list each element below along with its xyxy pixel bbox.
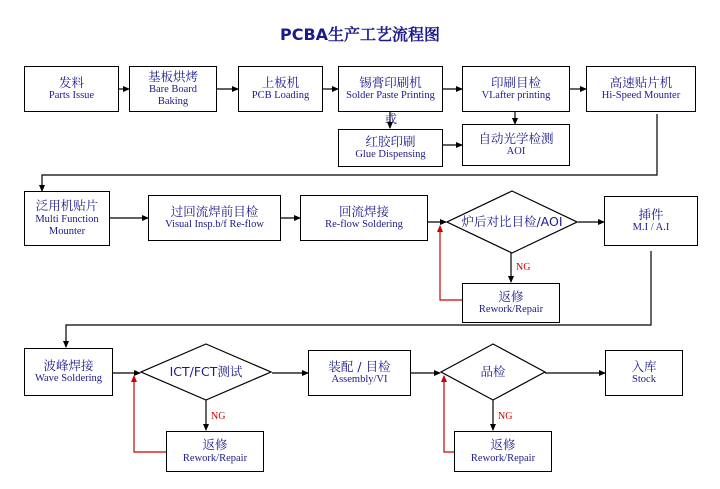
node-label-en: Glue Dispensing [355,149,426,161]
node-label-en: Parts Issue [48,90,95,102]
node-label-cn: 波峰焊接 [43,357,94,373]
node-wave-soldering[interactable] [24,348,113,396]
node-label-cn: 红胶印刷 [365,133,416,149]
node-print-inspection[interactable] [462,66,570,112]
node-label-cn: 装配 / 目检 [328,358,391,374]
node-label-cn: 揷件 [638,206,664,222]
node-rework-3[interactable] [454,431,552,472]
node-after-oven-inspection[interactable] [446,190,578,254]
ng-label-3: NG [498,411,513,422]
node-label-cn: 上板机 [261,74,300,90]
node-glue-dispensing[interactable] [338,129,443,167]
node-pcb-loading[interactable] [238,66,323,112]
node-label-cn: 自动光学检测 [478,130,554,146]
node-label-cn: 炉后对比目检/AOI [461,213,563,229]
node-ict-fct-test[interactable] [140,343,272,401]
node-multi-function-mounter[interactable] [24,191,110,246]
node-label-cn: 回流焊接 [338,203,389,219]
node-label-en: Re-flow Soldering [325,219,403,231]
node-label-cn: 返修 [490,437,516,453]
node-label-cn: 返修 [498,288,524,304]
node-label-en: Hi-Speed Mounter [601,90,681,102]
node-label-en: Solder Paste Printing [346,90,435,102]
node-hi-speed-mounter[interactable] [586,66,696,112]
node-label-cn: 印刷目检 [490,74,541,90]
node-label-en: AOI [506,146,526,158]
node-label-en: Multi Function [35,213,99,225]
node-label-cn: 过回流焊前目检 [170,203,259,219]
node-label-cn: 入库 [631,358,657,374]
node-label-cn: 泛用机贴片 [35,198,99,214]
page-title: PCBA生产工艺流程图 [279,25,441,44]
node-label-en: Assembly/VI [331,374,388,386]
node-label-cn: 品检 [480,363,506,379]
node-bare-board-baking[interactable] [129,66,217,112]
node-reflow-soldering[interactable] [300,195,428,241]
node-stock[interactable] [605,350,683,396]
ng-label-2: NG [211,411,226,422]
node-label-cn: 发料 [58,74,84,90]
node-label-en: VI.after printing [481,90,551,102]
ng-label-1: NG [516,262,531,273]
node-quality-check[interactable] [440,343,546,401]
node-parts-issue[interactable] [24,66,119,112]
node-aoi[interactable] [462,124,570,166]
node-label-cn: 锡膏印刷机 [359,74,422,90]
node-label-cn: ICT/FCT测试 [169,363,243,379]
node-rework-1[interactable] [462,283,560,323]
node-visual-inspection-before-reflow[interactable] [148,195,281,241]
node-insertion[interactable] [604,196,698,246]
node-label-en: Wave Soldering [34,373,103,385]
node-label-en: Stock [632,374,656,386]
node-label-en: Rework/Repair [182,452,248,464]
node-label-cn: 基板烘烤 [147,68,198,84]
node-label-en: Rework/Repair [478,304,544,316]
node-label-en2: Mounter [48,225,86,237]
node-label-en: Rework/Repair [470,452,536,464]
node-solder-paste-printing[interactable] [338,66,443,112]
or-label: 或 [384,112,397,126]
node-label-en: M.I / A.I [632,222,670,234]
node-label-en: Bare Board Baking [148,84,198,108]
node-label-cn: 返修 [202,437,228,453]
node-label-cn: 高速贴片机 [609,74,673,90]
node-label-en: PCB Loading [251,90,310,102]
node-rework-2[interactable] [166,431,264,472]
node-assembly-vi[interactable] [308,350,411,396]
node-label-en: Visual Insp.b/f Re-flow [165,219,264,231]
